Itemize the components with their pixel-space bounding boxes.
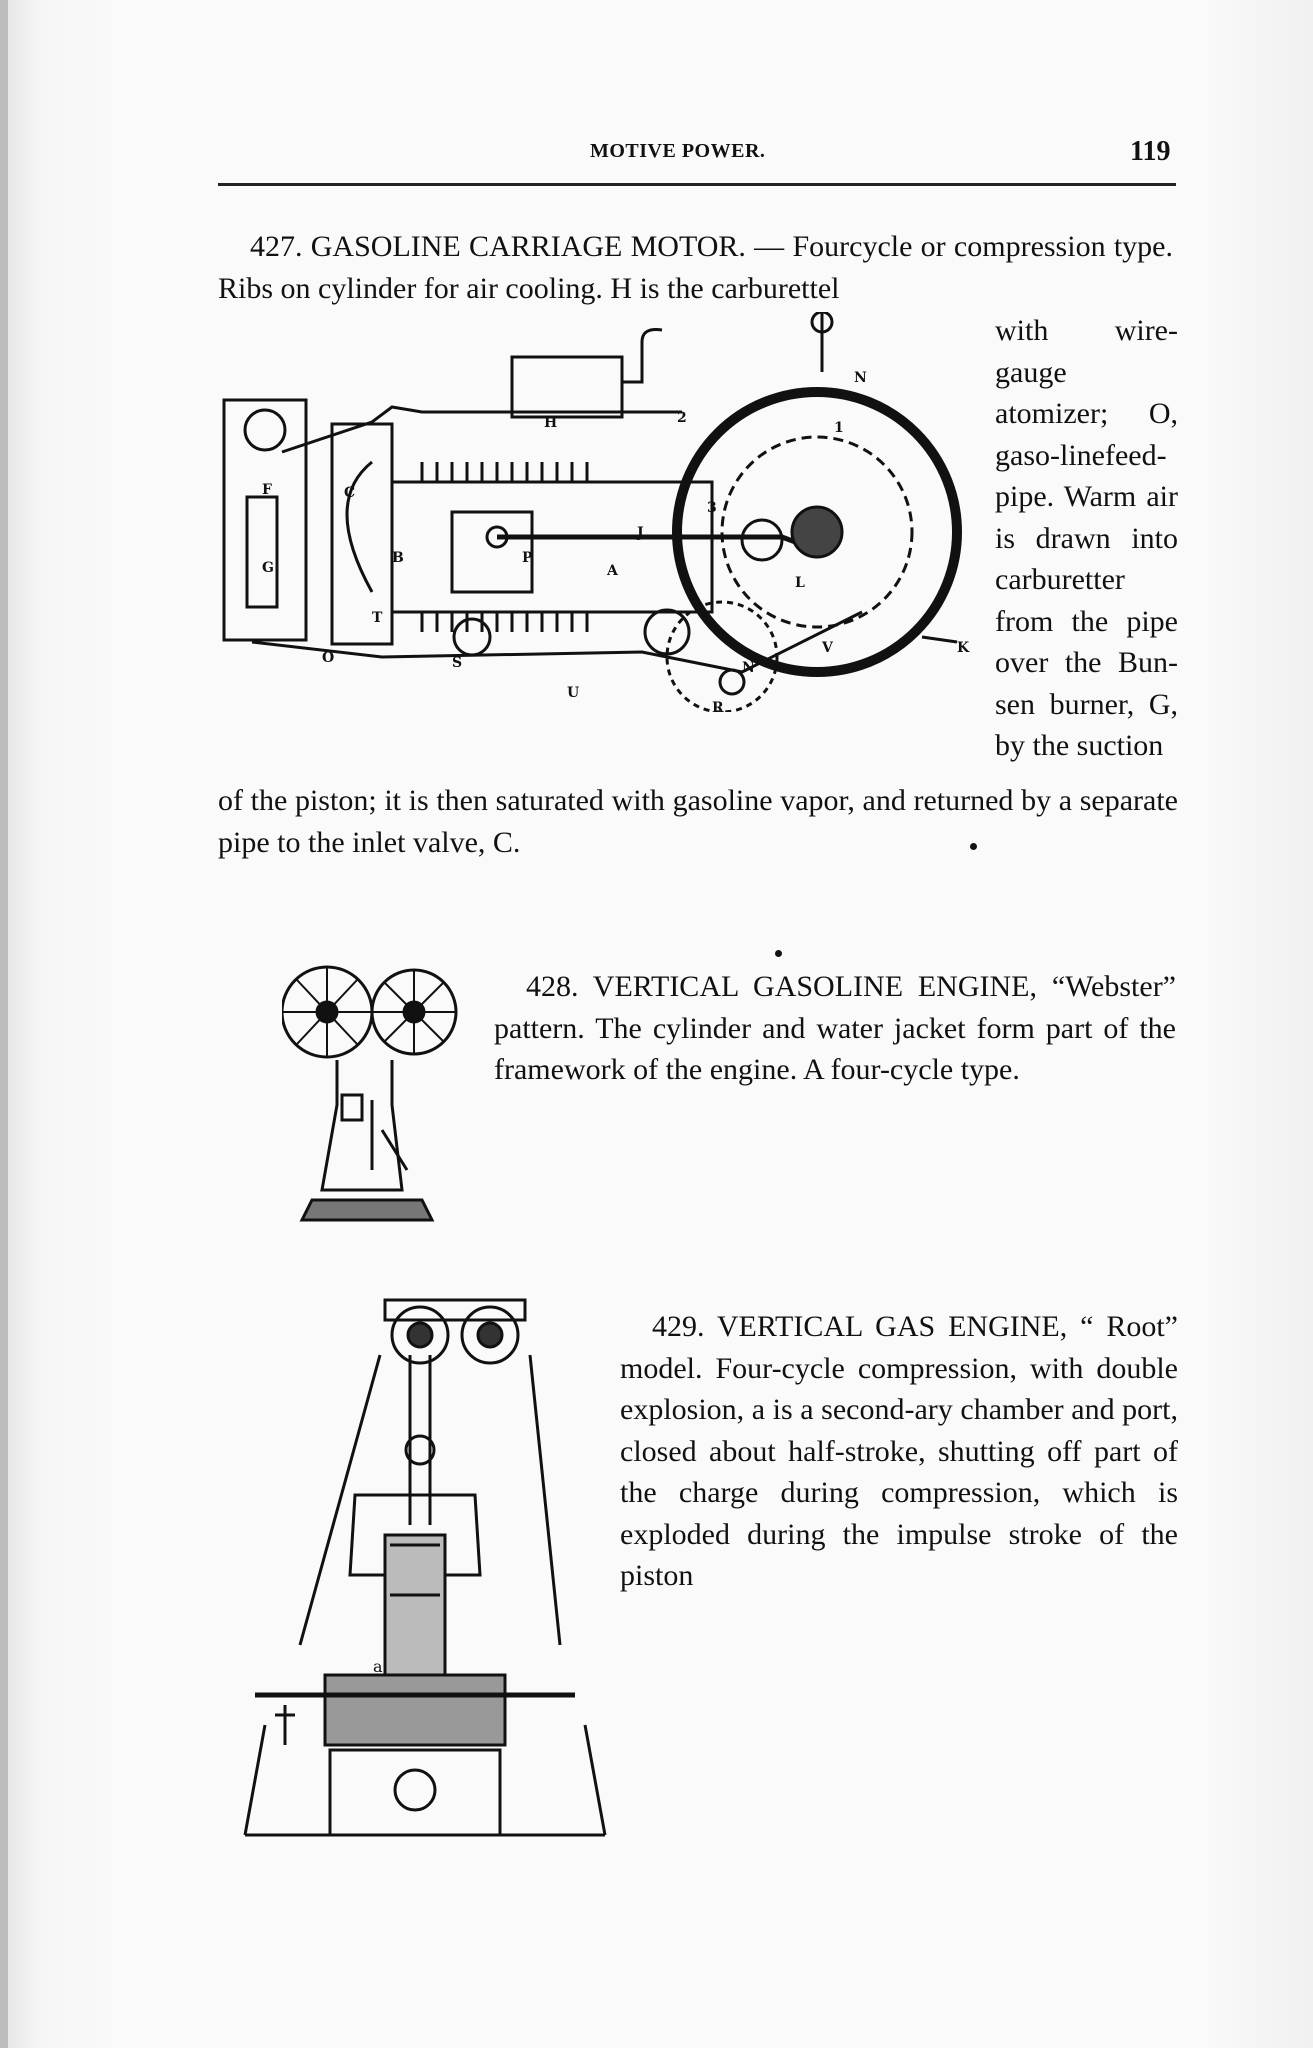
- paragraph-427-continued: of the piston; it is then saturated with gasoline vapor, and returned by a separate pipe to the inlet valve, C.: [218, 784, 1178, 859]
- svg-text:G: G: [262, 560, 274, 576]
- running-header: MOTIVE POWER.: [590, 140, 766, 162]
- svg-text:L: L: [795, 575, 805, 591]
- header-rule: [218, 183, 1176, 186]
- svg-text:J: J: [637, 525, 644, 541]
- svg-text:R: R: [712, 700, 724, 712]
- svg-text:1: 1: [834, 420, 844, 436]
- svg-text:K: K: [957, 640, 970, 656]
- svg-text:V: V: [822, 640, 833, 656]
- svg-text:a: a: [373, 1657, 383, 1676]
- figure-429-root-engine: [225, 1295, 610, 1840]
- svg-text:O: O: [322, 650, 335, 666]
- svg-text:C: C: [344, 485, 356, 501]
- svg-text:U: U: [567, 685, 580, 701]
- svg-text:B: B: [392, 550, 404, 566]
- page-number: 119: [1130, 136, 1171, 167]
- svg-text:2: 2: [677, 410, 687, 426]
- stray-mark-dot: [775, 950, 782, 957]
- paragraph-427-column: with wire-gauge atomizer; O, gaso-linefeed-pipe. Warm air is drawn into carburetter from the pipe over the Bun-sen burner, G, by the suction: [995, 314, 1178, 762]
- svg-text:H: H: [544, 415, 558, 431]
- stray-mark-dot: [970, 843, 977, 850]
- page-binding: [0, 0, 8, 2048]
- svg-text:T: T: [372, 610, 383, 626]
- paragraph-429: 429. VERTICAL GAS ENGINE, “ Root” model. Four-cycle compression, with double explosion, a is a second-ary chamber and port, closed about half-stroke, shutting off part of the charge during compression, which is exploded during the impulse stroke of the piston: [620, 1310, 1178, 1592]
- svg-text:F: F: [262, 482, 272, 498]
- svg-text:3: 3: [707, 500, 717, 516]
- svg-text:N: N: [854, 370, 867, 386]
- svg-text:A: A: [607, 563, 618, 579]
- figure-428-webster-engine: [282, 930, 462, 1230]
- svg-text:P: P: [522, 550, 533, 566]
- svg-text:N': N': [742, 660, 760, 676]
- paragraph-428: 428. VERTICAL GASOLINE ENGINE, “Webster” pattern. The cylinder and water jacket form part of the framework of the engine. A four-cycle type.: [494, 970, 1176, 1086]
- paragraph-427-intro: 427. GASOLINE CARRIAGE MOTOR. — Fourcycle or compression type. Ribs on cylinder for air cooling. H is the carburettel: [218, 230, 1173, 305]
- svg-text:S: S: [452, 655, 463, 671]
- figure-427-carriage-motor: [222, 312, 982, 712]
